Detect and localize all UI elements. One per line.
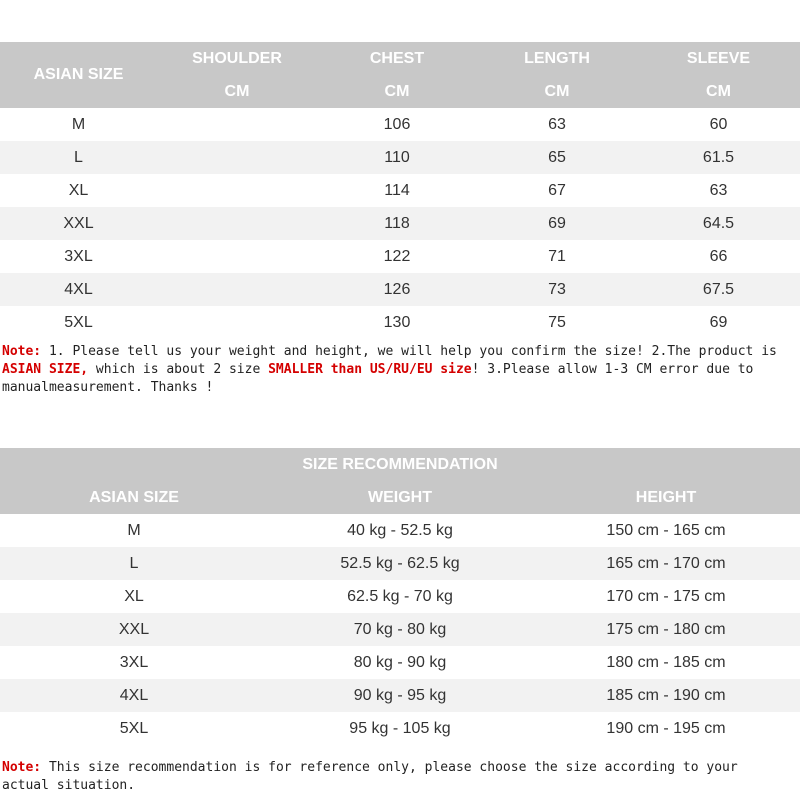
header-length [477, 42, 637, 108]
table-row [0, 141, 800, 174]
size-cell: L [129, 554, 139, 572]
shoulder-cell [157, 306, 317, 339]
size-chart-header [0, 42, 800, 108]
height-cell: 180 cm - 185 cm [606, 653, 726, 671]
header-chest [317, 42, 477, 108]
length-cell: 69 [548, 214, 566, 232]
shoulder-cell [157, 141, 317, 174]
note-text: which is about 2 size [88, 362, 269, 377]
size-cell: L [74, 148, 83, 166]
size-cell: 5XL [64, 313, 93, 331]
header-shoulder [157, 42, 317, 108]
length-cell: 71 [548, 247, 566, 265]
shoulder-cell [157, 207, 317, 240]
header-weight: WEIGHT [368, 488, 432, 506]
size-cell: XXL [118, 620, 150, 638]
length-cell: 67 [548, 181, 566, 199]
chest-cell: 118 [384, 214, 410, 232]
size-cell: XXL [63, 214, 94, 232]
header-chest-label: CHEST [369, 49, 425, 67]
shoulder-cell [157, 240, 317, 273]
note-label: Note: [2, 344, 42, 359]
table-row [0, 207, 800, 240]
table-row [0, 273, 800, 306]
header-asian-size: ASIAN SIZE [33, 66, 124, 83]
length-cell: 63 [548, 115, 566, 133]
weight-cell: 40 kg - 52.5 kg [347, 521, 453, 539]
shoulder-cell [157, 273, 317, 306]
header-length-unit: CM [544, 82, 570, 100]
height-cell: 165 cm - 170 cm [606, 554, 726, 572]
table-row [0, 240, 800, 273]
table-row [0, 646, 800, 679]
header-height: HEIGHT [635, 488, 697, 506]
sleeve-cell: 64.5 [702, 214, 735, 232]
header-sleeve-label: SLEEVE [686, 49, 751, 67]
chest-cell: 110 [384, 148, 410, 166]
note-highlight-asian-size: ASIAN SIZE, [2, 362, 89, 377]
size-cell: 5XL [119, 719, 149, 737]
chest-cell: 106 [383, 115, 411, 133]
table-row [0, 514, 800, 547]
size-cell: 3XL [64, 247, 93, 265]
note-label: Note: [2, 760, 42, 775]
length-cell: 65 [548, 148, 566, 166]
recommendation-title: SIZE RECOMMENDATION [302, 455, 498, 473]
height-cell: 175 cm - 180 cm [606, 620, 726, 638]
header-asian-size: ASIAN SIZE [89, 488, 179, 506]
size-note [2, 343, 792, 397]
recommendation-column-headers [0, 481, 800, 514]
chest-cell: 114 [384, 181, 410, 199]
size-cell: 4XL [119, 686, 149, 704]
length-cell: 75 [548, 313, 566, 331]
shoulder-cell [157, 108, 317, 141]
sleeve-cell: 63 [709, 181, 728, 199]
size-cell: 3XL [119, 653, 149, 671]
recommendation-header [0, 448, 800, 514]
note-text: 1. Please tell us your weight and height, we will help you confirm the size! 2.The product is [41, 344, 777, 359]
header-length-label: LENGTH [524, 49, 590, 67]
table-row [0, 306, 800, 339]
note-text: ! 3.Please allow 1-3 CM error due to manualmeasurement. Thanks ! [2, 362, 754, 395]
weight-cell: 52.5 kg - 62.5 kg [340, 554, 460, 572]
weight-cell: 95 kg - 105 kg [349, 719, 451, 737]
chest-cell: 122 [383, 247, 411, 265]
sleeve-cell: 66 [709, 247, 728, 265]
size-chart-table [0, 42, 800, 339]
table-row [0, 679, 800, 712]
shoulder-cell [157, 174, 317, 207]
height-cell: 185 cm - 190 cm [606, 686, 726, 704]
table-row [0, 547, 800, 580]
sleeve-cell: 67.5 [702, 280, 735, 298]
chest-cell: 130 [383, 313, 411, 331]
header-shoulder-label: SHOULDER [192, 49, 282, 67]
sleeve-cell: 60 [709, 115, 728, 133]
size-cell: XL [124, 587, 144, 605]
size-cell: 4XL [64, 280, 93, 298]
table-row [0, 613, 800, 646]
height-cell: 150 cm - 165 cm [606, 521, 726, 539]
weight-cell: 62.5 kg - 70 kg [347, 587, 453, 605]
length-cell: 73 [548, 280, 566, 298]
header-chest-unit: CM [384, 82, 410, 100]
weight-cell: 70 kg - 80 kg [353, 620, 447, 638]
height-cell: 170 cm - 175 cm [606, 587, 726, 605]
size-cell: M [71, 115, 86, 133]
sleeve-cell: 69 [709, 313, 728, 331]
note-text: This size recommendation is for reference only, please choose the size according to your actual situation. [2, 760, 738, 793]
sleeve-cell: 61.5 [702, 148, 735, 166]
note-highlight-smaller: SMALLER than US/RU/EU size [268, 362, 472, 377]
table-row [0, 174, 800, 207]
header-sleeve-unit: CM [706, 82, 731, 100]
size-cell: XL [68, 181, 89, 199]
weight-cell: 80 kg - 90 kg [353, 653, 447, 671]
size-recommendation-table [0, 448, 800, 745]
table-row [0, 712, 800, 745]
header-sleeve [637, 42, 800, 108]
height-cell: 190 cm - 195 cm [606, 719, 726, 737]
chest-cell: 126 [383, 280, 411, 298]
weight-cell: 90 kg - 95 kg [353, 686, 447, 704]
recommendation-note [2, 759, 792, 795]
table-row [0, 580, 800, 613]
header-shoulder-unit: CM [224, 82, 250, 100]
size-cell: M [127, 521, 141, 539]
table-row [0, 108, 800, 141]
